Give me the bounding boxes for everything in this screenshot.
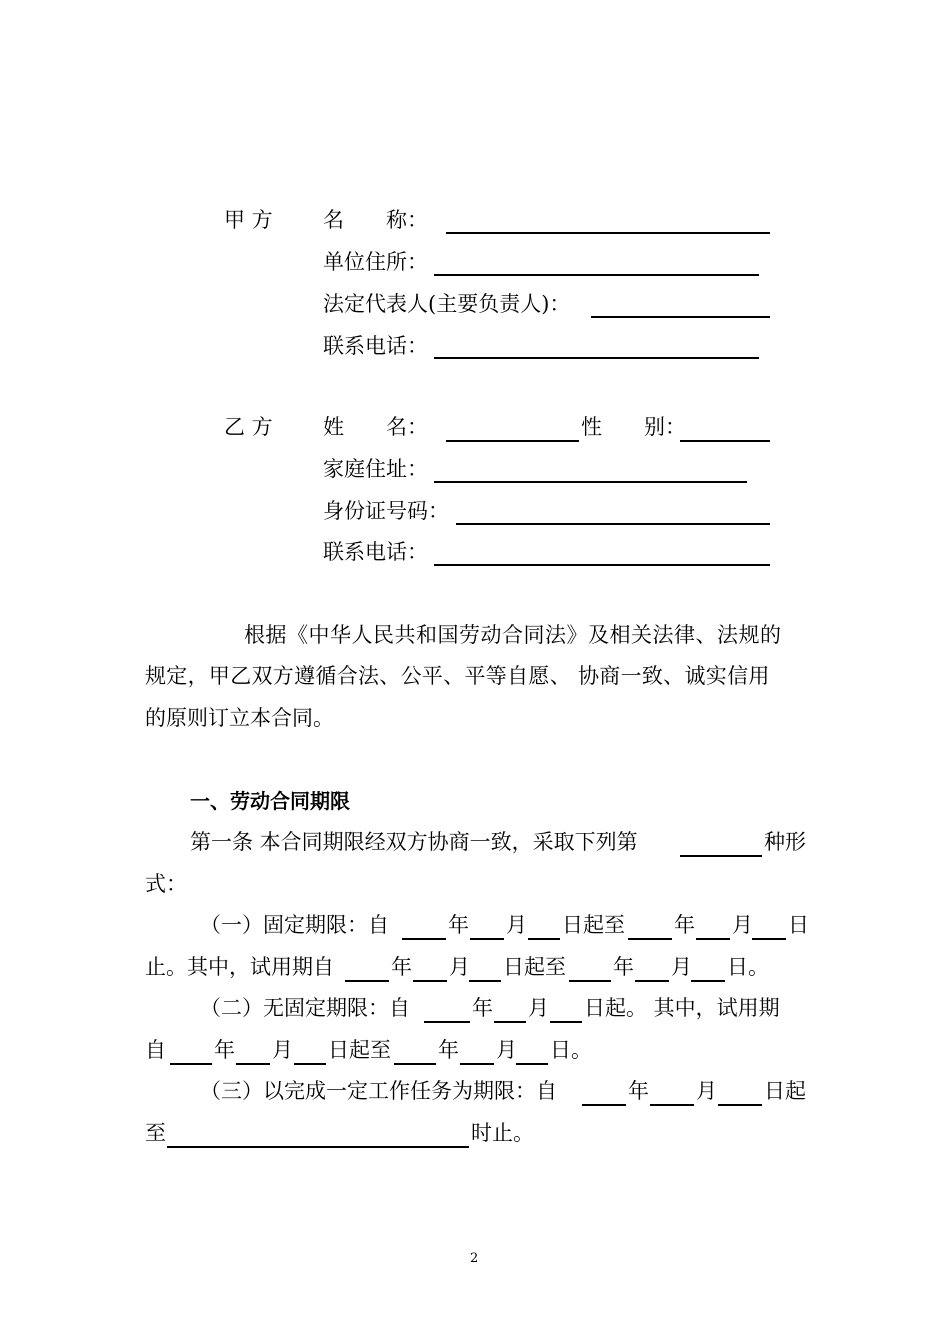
month-label: 月 (528, 996, 549, 1020)
option-3-start-month-blank[interactable] (650, 1104, 694, 1106)
year-label: 年 (472, 996, 493, 1020)
party-b-address-blank[interactable] (434, 481, 747, 483)
article-1-choice-blank[interactable] (680, 855, 762, 857)
party-b-id-blank[interactable] (456, 523, 770, 525)
party-a-name-blank[interactable] (446, 232, 770, 234)
article-1-text: 第一条 本合同期限经双方协商一致，采取下列第 (190, 830, 638, 854)
option-2-start-day-blank[interactable] (550, 1021, 582, 1023)
party-b-address-label: 家庭住址： (323, 457, 428, 481)
month-label: 月 (696, 1079, 717, 1103)
party-b-name-label: 姓 名： (323, 415, 428, 439)
option-2-prefix: （二）无固定期限：自 (200, 996, 410, 1020)
probation-end-month-blank[interactable] (635, 980, 669, 982)
option-1-end-year-blank[interactable] (628, 938, 672, 940)
day-end-label: 日。 (727, 955, 769, 979)
party-a-legal-rep-label: 法定代表人(主要负责人)： (323, 292, 571, 316)
option-2-probation-start-day-blank[interactable] (294, 1063, 326, 1065)
option-1-end-month-blank[interactable] (696, 938, 730, 940)
option-2-mid-text: 日起。 其中，试用期 (584, 996, 780, 1020)
party-a-phone-label: 联系电话： (323, 334, 428, 358)
year-label: 年 (674, 913, 695, 937)
option-2-probation-end-month-blank[interactable] (460, 1063, 494, 1065)
section-1-heading: 一、劳动合同期限 (190, 789, 350, 813)
option-1-end-day-blank[interactable] (752, 938, 786, 940)
option-2-probation-end-year-blank[interactable] (394, 1063, 436, 1065)
year-label: 年 (438, 1038, 459, 1062)
preamble-line-2: 规定，甲乙双方遵循合法、公平、平等自愿、 协商一致、诚实信用 (145, 664, 770, 688)
option-3-end-text: 日起 (764, 1079, 806, 1103)
option-3-to-prefix: 至 (145, 1121, 166, 1145)
option-3-prefix: （三）以完成一定工作任务为期限：自 (200, 1079, 557, 1103)
option-2-probation-start-year-blank[interactable] (170, 1063, 212, 1065)
party-b-label: 乙 方 (224, 415, 273, 439)
option-2-probation-start-month-blank[interactable] (236, 1063, 270, 1065)
year-label: 年 (448, 913, 469, 937)
option-1-start-day-blank[interactable] (528, 938, 560, 940)
day-end-label: 日。 (550, 1038, 592, 1062)
month-label: 月 (732, 913, 753, 937)
option-2-probation-prefix: 自 (145, 1038, 166, 1062)
option-2-probation-end-day-blank[interactable] (516, 1063, 548, 1065)
party-b-gender-label: 性 别： (581, 415, 686, 439)
option-1-prefix: （一）固定期限：自 (200, 913, 389, 937)
option-3-start-year-blank[interactable] (582, 1104, 626, 1106)
option-3-end-suffix: 时止。 (471, 1121, 534, 1145)
probation-start-day-blank[interactable] (469, 980, 501, 982)
day-from-to-label: 日起至 (562, 913, 625, 937)
probation-start-month-blank[interactable] (413, 980, 447, 982)
month-label: 月 (272, 1038, 293, 1062)
party-a-name-label: 名 称： (323, 208, 428, 232)
article-1-text-end: 种形 (764, 830, 806, 854)
probation-start-year-blank[interactable] (345, 980, 389, 982)
year-label: 年 (391, 955, 412, 979)
party-a-label: 甲 方 (224, 208, 273, 232)
party-b-phone-blank[interactable] (434, 564, 770, 566)
month-label: 月 (506, 913, 527, 937)
option-2-start-month-blank[interactable] (494, 1021, 526, 1023)
party-a-address-label: 单位住所： (323, 250, 428, 274)
day-from-to-label: 日起至 (503, 955, 566, 979)
party-b-name-blank[interactable] (446, 440, 579, 442)
option-2-start-year-blank[interactable] (424, 1021, 470, 1023)
day-label: 日 (788, 913, 809, 937)
option-3-start-day-blank[interactable] (718, 1104, 762, 1106)
party-b-gender-blank[interactable] (680, 440, 770, 442)
party-a-phone-blank[interactable] (434, 357, 759, 359)
option-1-probation-prefix: 止。其中，试用期自 (145, 955, 334, 979)
option-3-task-blank[interactable] (167, 1146, 469, 1148)
article-1-text-cont: 式： (145, 872, 187, 896)
year-label: 年 (628, 1079, 649, 1103)
page-number: 2 (470, 1251, 479, 1266)
preamble-line-3: 的原则订立本合同。 (145, 706, 334, 730)
party-a-legal-rep-blank[interactable] (591, 316, 770, 318)
month-label: 月 (449, 955, 470, 979)
option-1-start-month-blank[interactable] (470, 938, 504, 940)
year-label: 年 (613, 955, 634, 979)
party-b-id-label: 身份证号码： (323, 499, 449, 523)
month-label: 月 (671, 955, 692, 979)
month-label: 月 (496, 1038, 517, 1062)
party-b-phone-label: 联系电话： (323, 540, 428, 564)
probation-end-year-blank[interactable] (569, 980, 611, 982)
day-from-to-label: 日起至 (328, 1038, 391, 1062)
option-1-start-year-blank[interactable] (402, 938, 446, 940)
year-label: 年 (214, 1038, 235, 1062)
party-a-address-blank[interactable] (434, 274, 759, 276)
preamble-line-1: 根据《中华人民共和国劳动合同法》及相关法律、法规的 (244, 623, 782, 647)
probation-end-day-blank[interactable] (691, 980, 725, 982)
